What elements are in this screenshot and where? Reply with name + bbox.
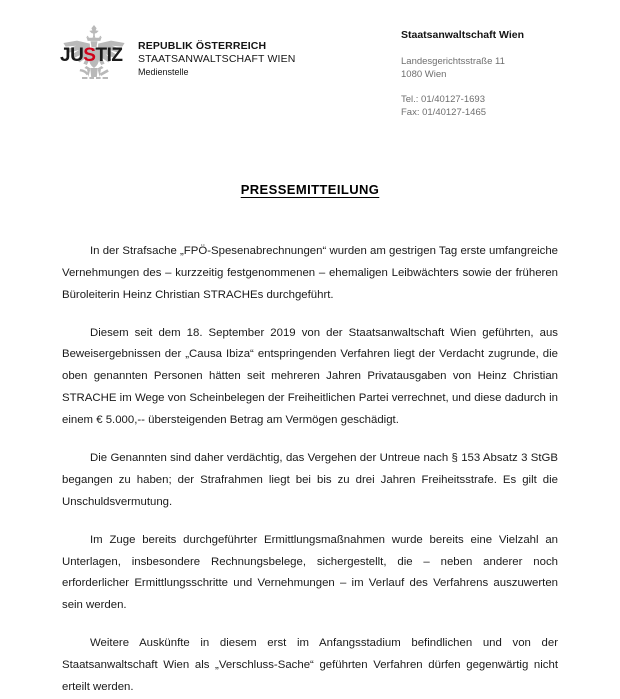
document-body — [0, 241, 620, 699]
austrian-eagle-justiz-logo — [56, 24, 132, 86]
brand-block — [56, 22, 401, 86]
document-header — [0, 0, 620, 120]
contact-street: Landesgerichtsstraße 11 — [401, 55, 505, 67]
organization-department: Medienstelle — [138, 67, 189, 78]
contact-block — [401, 22, 524, 120]
contact-office-name: Staatsanwaltschaft Wien — [401, 29, 525, 41]
justiz-wordmark-part1: JU — [60, 45, 84, 66]
organization-office: STAATSANWALTSCHAFT WIEN — [138, 53, 296, 66]
paragraph: Die Genannten sind daher verdächtig, das Vergehen der Untreue nach § 153 Absatz 3 StGB begangen zu haben; der Strafrahmen liegt bei bis zu drei Jahren Freiheitsstrafe. Es gilt die Unschuldsvermutung. — [62, 451, 558, 508]
justiz-wordmark-part2: TIZ — [95, 45, 123, 66]
page-title: PRESSEMITTEILUNG — [240, 181, 380, 197]
organization-republic: REPUBLIK ÖSTERREICH — [138, 40, 267, 52]
justiz-wordmark-accent: S — [83, 45, 96, 66]
organization-block — [138, 22, 295, 79]
contact-city: 1080 Wien — [401, 69, 447, 81]
paragraph: Im Zuge bereits durchgeführter Ermittlungsmaßnahmen wurde bereits eine Vielzahl an Unterlagen, insbesondere Rechnungsbelege, sichergestellt, die – neben anderer noch erforderlicher Ermittlungsschritte und Vernehmungen – im Verlauf des Verfahrens auszuwerten sein werden. — [62, 533, 558, 612]
paragraph: Diesem seit dem 18. September 2019 von der Staatsanwaltschaft Wien geführten, aus Beweisergebnissen der „Causa Ibiza“ entspringenden Verfahren liegt der Verdacht zugrunde, die oben genannten Personen hätten seit mehreren Jahren Privatausgaben von Heinz Christian STRACHE im Wege von Scheinbelegen der Freiheitlichen Partei verrechnet, und diese dadurch in einem € 5.000,-- übersteigenden Betrag am Vermögen geschädigt. — [62, 326, 558, 427]
contact-fax: Fax: 01/40127-1465 — [401, 107, 487, 119]
paragraph: In der Strafsache „FPÖ-Spesenabrechnungen“ wurden am gestrigen Tag erste umfangreiche Vernehmungen des – kurzzeitig festgenommenen – ehemaligen Leibwächters sowie der früheren Büroleiterin Heinz Christian STRACHEs durchgeführt. — [62, 244, 558, 301]
contact-spacer — [401, 82, 524, 93]
paragraph: Weitere Auskünfte in diesem erst im Anfangsstadium befindlichen und von der Staatsanwaltschaft Wien als „Verschluss-Sache“ geführten Verfahren dürfen gegenwärtig nicht erteilt werden. — [62, 637, 558, 693]
contact-phone: Tel.: 01/40127-1693 — [401, 93, 485, 105]
